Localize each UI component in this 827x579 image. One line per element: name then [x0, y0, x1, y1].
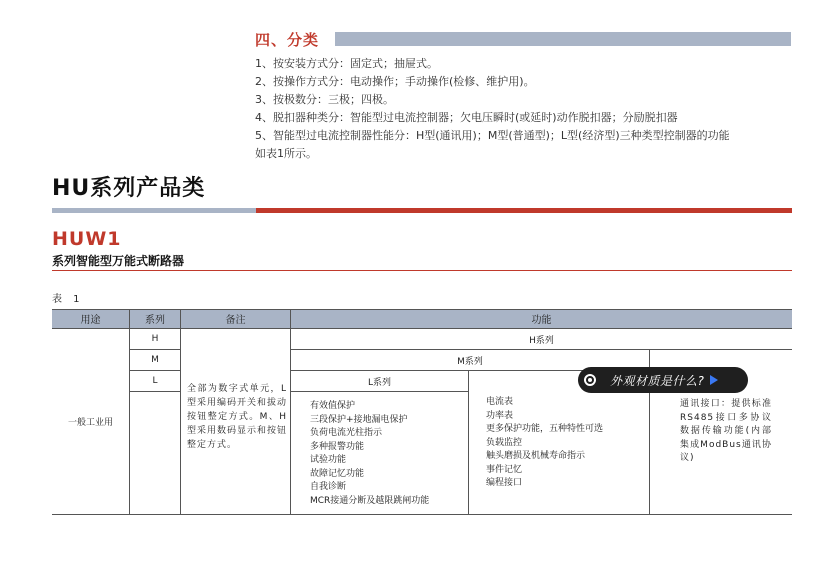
col-divider	[180, 309, 181, 515]
model-divider	[52, 270, 792, 271]
function-item: 多种报警功能	[310, 441, 365, 452]
play-arrow-icon	[710, 375, 718, 385]
function-item: 故障记忆功能	[310, 468, 365, 479]
function-row-line	[290, 391, 469, 392]
function-item: 有效值保护	[310, 401, 356, 411]
header-function: 功能	[291, 309, 792, 328]
question-tooltip[interactable]	[578, 367, 748, 393]
classification-item: 4、脱扣器种类分：智能型过电流控制器；欠电压瞬时(或延时)动作脱扣器；分励脱扣器	[255, 111, 678, 124]
table-border-bottom	[52, 514, 792, 515]
function-m-series: M系列	[457, 356, 483, 367]
series-title: HU系列产品类	[52, 176, 206, 201]
table-border-top	[52, 309, 792, 310]
function-item: 编程接口	[486, 478, 523, 488]
table-label: 表 1	[52, 294, 84, 305]
function-item: 电流表	[486, 397, 514, 407]
function-item: MCR接通分断及越限跳闸功能	[310, 495, 430, 506]
model-name: HUW1	[52, 228, 122, 250]
header-series: 系列	[130, 309, 180, 328]
classification-item: 5、智能型过电流控制器性能分：H型(通讯用)；M型(普通型)；L型(经济型)三种类型控制器的功能	[255, 129, 730, 142]
record-icon	[584, 374, 596, 386]
function-item: 负载监控	[486, 437, 523, 448]
divider-band-grey	[52, 208, 256, 213]
classification-item: 3、按极数分：三极；四极。	[255, 93, 394, 106]
function-item: 自我诊断	[310, 482, 347, 492]
h-function-cell: 通讯接口：提供标准RS485接口多协议数据传输功能(内部集成ModBus通讯协议)	[680, 399, 772, 463]
classification-item: 1、按安装方式分：固定式；抽屉式。	[255, 57, 438, 70]
classification-item: 如表1所示。	[255, 147, 317, 160]
header-notes: 备注	[181, 309, 290, 328]
function-l-series: L系列	[367, 377, 391, 388]
function-item: 功率表	[486, 410, 514, 421]
section-classification-header	[255, 29, 791, 49]
series-row-line	[129, 391, 181, 392]
function-h-series: H系列	[529, 335, 554, 346]
notes-cell: 全部为数字式单元，L型采用编码开关和拔动按钮整定方式。M、H型采用数码显示和按钮整定方式。	[187, 384, 288, 450]
section-title-bar	[335, 32, 791, 46]
function-item: 触头磨损及机械寿命指示	[486, 451, 586, 461]
m-function-list	[486, 396, 603, 491]
classification-list	[255, 55, 795, 163]
function-item: 负荷电流光柱指示	[310, 428, 383, 438]
divider-band-red	[256, 208, 792, 213]
function-item: 更多保护功能，五种特性可选	[486, 424, 604, 434]
usage-cell: 一般工业用	[67, 418, 113, 428]
series-m: M	[151, 355, 159, 365]
model-subtitle: 系列智能型万能式断路器	[52, 254, 185, 268]
series-h: H	[151, 334, 159, 344]
l-function-list	[310, 400, 429, 508]
series-l: L	[152, 376, 158, 386]
header-usage: 用途	[52, 309, 129, 328]
tooltip-text: 外观材质是什么?	[610, 373, 705, 388]
classification-item: 2、按操作方式分：电动操作；手动操作(检修、维护用)。	[255, 75, 535, 88]
function-table	[52, 309, 792, 515]
function-item: 事件记忆	[486, 464, 523, 475]
section-title: 四、分类	[255, 31, 320, 49]
function-item: 试验功能	[310, 455, 347, 465]
function-item: 三段保护+接地漏电保护	[310, 414, 408, 425]
